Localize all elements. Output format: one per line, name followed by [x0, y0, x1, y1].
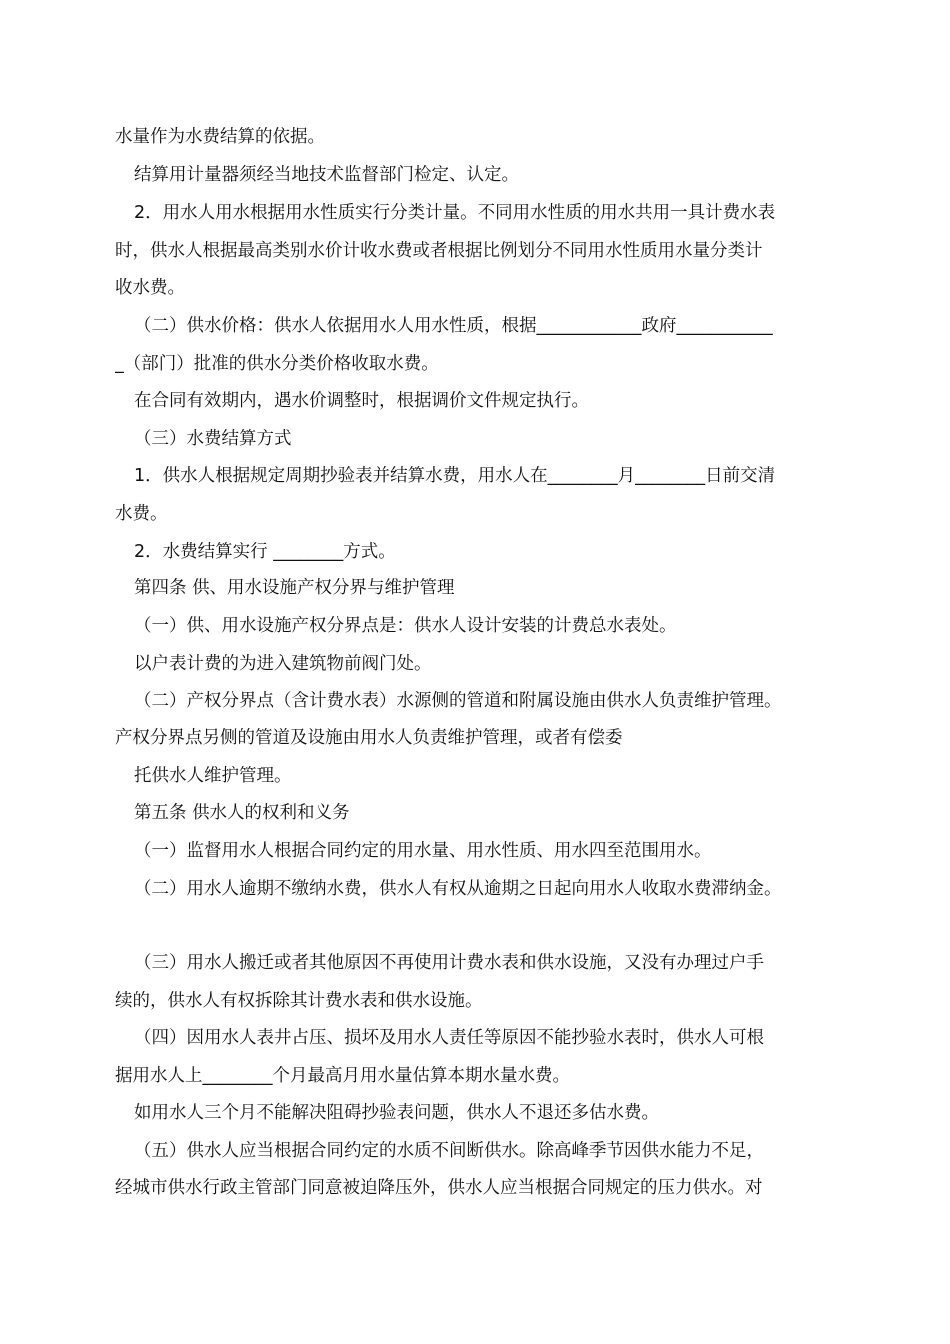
text-line: 以户表计费的为进入建筑物前阀门处。	[134, 654, 432, 674]
text-line: 结算用计量器须经当地技术监督部门检定、认定。	[134, 165, 519, 185]
text-line: （四）因用水人表井占压、损坏及用水人责任等原因不能抄验水表时，供水人可根	[134, 1028, 764, 1048]
text-line: （三）用水人搬迁或者其他原因不再使用计费水表和供水设施，又没有办理过户手	[134, 953, 764, 973]
text-line: （二）用水人逾期不缴纳水费，供水人有权从逾期之日起向用水人收取水费滞纳金。	[134, 879, 782, 899]
text-line: 时，供水人根据最高类别水价计收水费或者根据比例划分不同用水性质用水量分类计	[115, 241, 763, 261]
text-line: （二）供水价格：供水人依据用水人用水性质，根据____________政府___________	[134, 316, 773, 336]
text-line: 2．用水人用水根据用水性质实行分类计量。不同用水性质的用水共用一具计费水表	[134, 203, 776, 223]
text-line: （二）产权分界点（含计费水表）水源侧的管道和附属设施由供水人负责维护管理。	[134, 691, 782, 711]
text-line: _（部门）批准的供水分类价格收取水费。	[115, 354, 439, 374]
text-line: 水量作为水费结算的依据。	[115, 127, 325, 147]
section-heading: 第五条 供水人的权利和义务	[134, 803, 350, 823]
text-line: 如用水人三个月不能解决阻碍抄验表问题，供水人不退还多估水费。	[134, 1103, 659, 1123]
text-line: 2．水费结算实行 ________方式。	[134, 542, 396, 562]
text-line: 产权分界点另侧的管道及设施由用水人负责维护管理，或者有偿委	[115, 728, 623, 748]
text-line: 经城市供水行政主管部门同意被迫降压外，供水人应当根据合同规定的压力供水。对	[115, 1178, 763, 1198]
text-line: 1．供水人根据规定周期抄验表并结算水费，用水人在________月________日前交清	[134, 466, 776, 486]
text-line: 托供水人维护管理。	[134, 766, 292, 786]
text-line: 在合同有效期内，遇水价调整时，根据调价文件规定执行。	[134, 391, 589, 411]
text-line: （三）水费结算方式	[134, 429, 292, 449]
text-line: 水费。	[115, 504, 168, 524]
text-line: （一）监督用水人根据合同约定的用水量、用水性质、用水四至范围用水。	[134, 841, 712, 861]
text-line: 续的，供水人有权拆除其计费水表和供水设施。	[115, 991, 483, 1011]
text-line: （五）供水人应当根据合同约定的水质不间断供水。除高峰季节因供水能力不足，	[134, 1141, 764, 1161]
text-line: （一）供、用水设施产权分界点是：供水人设计安装的计费总水表处。	[134, 616, 677, 636]
section-heading: 第四条 供、用水设施产权分界与维护管理	[134, 578, 455, 598]
text-line: 收水费。	[115, 278, 185, 298]
text-line: 据用水人上________个月最高月用水量估算本期水量水费。	[115, 1066, 570, 1086]
